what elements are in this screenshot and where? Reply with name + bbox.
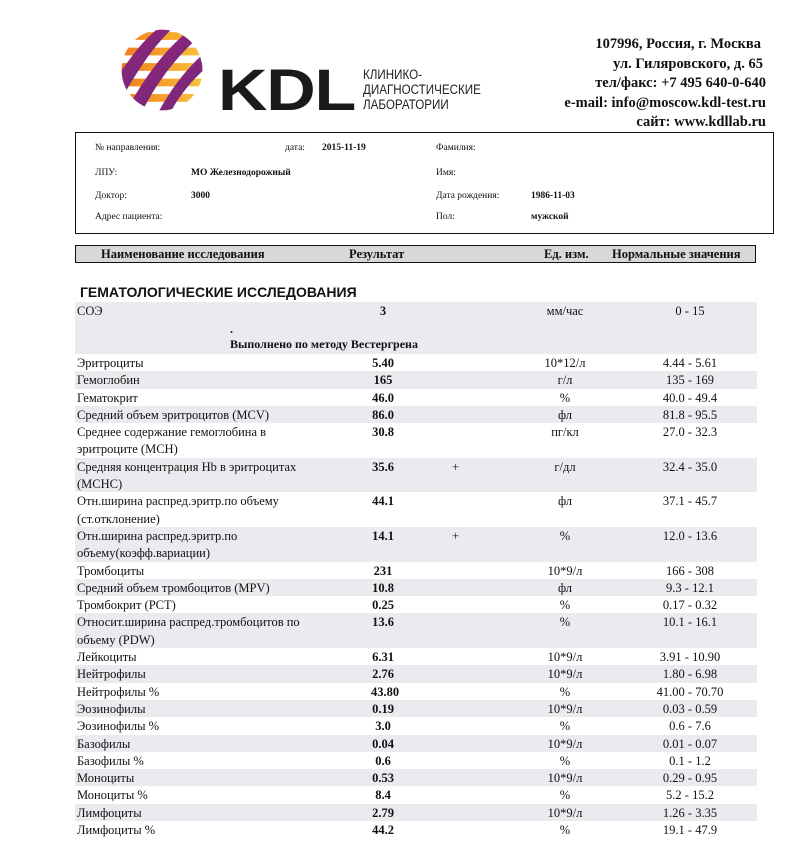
row-name: Эозинофилы % — [77, 719, 160, 734]
table-row — [75, 562, 757, 579]
row-ref: 10.1 - 16.1 — [662, 615, 718, 630]
row-name: Нейтрофилы — [77, 667, 146, 682]
table-row — [75, 786, 757, 803]
logo-subtitle-line: ЛАБОРАТОРИИ — [363, 97, 449, 112]
header-result: Результат — [349, 247, 405, 261]
row-name: Гематокрит — [77, 390, 138, 405]
table-row — [75, 648, 757, 665]
row-ref: 5.2 - 15.2 — [666, 788, 714, 803]
row-value: 2.76 — [372, 667, 394, 682]
table-row-soe — [75, 302, 757, 354]
row-unit: % — [559, 753, 571, 768]
row-ref: 81.8 - 95.5 — [662, 407, 718, 422]
row-unit: % — [559, 615, 571, 630]
row-unit: % — [559, 390, 571, 405]
address-label: Адрес пациента: — [95, 212, 163, 222]
row-name: Базофилы — [77, 736, 131, 751]
row-ref: 135 - 169 — [666, 373, 714, 388]
row-ref: 3.91 - 10.90 — [659, 650, 721, 665]
table-row — [75, 700, 757, 717]
logo-sphere-icon — [118, 27, 206, 113]
row-unit: % — [559, 684, 571, 699]
doctor-label: Доктор: — [95, 191, 127, 201]
birthdate-value: 1986-11-03 — [531, 191, 575, 201]
row-unit: г/дл — [554, 459, 576, 474]
logo-subtitle — [363, 67, 481, 112]
row-name: СОЭ — [77, 304, 103, 318]
row-unit: % — [559, 788, 571, 803]
row-name: Тромбоциты — [77, 563, 145, 578]
row-unit: 10*9/л — [547, 650, 583, 665]
row-unit: 10*9/л — [547, 563, 583, 578]
row-value: 43.80 — [371, 684, 400, 699]
logo-subtitle-line: КЛИНИКО- — [363, 67, 422, 82]
row-ref: 0.01 - 0.07 — [662, 736, 718, 751]
table-row — [75, 613, 757, 648]
results-table-header — [75, 245, 756, 263]
row-value: 2.79 — [372, 805, 394, 820]
row-value: 46.0 — [372, 390, 394, 405]
table-row — [75, 821, 757, 838]
row-value: 30.8 — [372, 425, 394, 440]
row-name: Средний объем тромбоцитов (MPV) — [77, 580, 270, 595]
row-flag: + — [452, 528, 460, 543]
row-unit: фл — [557, 407, 573, 422]
header-unit: Ед. изм. — [544, 247, 589, 261]
row-name: Эритроциты — [77, 356, 144, 370]
row-unit: 10*9/л — [547, 701, 583, 716]
row-value: 0.53 — [372, 771, 394, 786]
row-name: Моноциты — [77, 771, 135, 786]
section-title: ГЕМАТОЛОГИЧЕСКИЕ ИССЛЕДОВАНИЯ — [80, 284, 357, 300]
row-name: Лимфоциты — [77, 805, 142, 820]
row-unit: пг/кл — [551, 425, 579, 440]
table-row — [75, 804, 757, 821]
row-ref: 4.44 - 5.61 — [662, 356, 718, 370]
table-row — [75, 579, 757, 596]
row-ref: 32.4 - 35.0 — [662, 459, 718, 474]
row-unit: 10*9/л — [547, 771, 583, 786]
row-unit: фл — [557, 494, 573, 509]
row-ref: 40.0 - 49.4 — [662, 390, 718, 405]
row-name: Отн.ширина распред.эритр.по объему (ст.отклонение) — [77, 494, 279, 526]
table-row — [75, 683, 757, 700]
lpu-value: МО Железнодорожный — [191, 168, 291, 178]
table-row — [75, 527, 757, 562]
birthdate-label: Дата рождения: — [436, 191, 500, 201]
row-value: 3.0 — [375, 719, 391, 734]
table-row — [75, 492, 757, 527]
row-unit: 10*9/л — [547, 736, 583, 751]
row-unit: % — [559, 719, 571, 734]
row-unit: г/л — [557, 373, 573, 388]
logo-brand-text: KDL — [218, 58, 356, 123]
header-ref: Нормальные значения — [612, 247, 741, 261]
row-ref: 166 - 308 — [666, 563, 714, 578]
logo-subtitle-line: ДИАГНОСТИЧЕСКИЕ — [363, 82, 481, 97]
row-unit: % — [559, 528, 571, 543]
row-name: Лейкоциты — [77, 650, 137, 665]
row-name: Гемоглобин — [77, 373, 140, 388]
row-ref: 0.29 - 0.95 — [662, 771, 718, 786]
row-value: 231 — [373, 563, 393, 578]
soe-dot: . — [230, 322, 233, 336]
row-name: Нейтрофилы % — [77, 684, 160, 699]
row-name: Относит.ширина распред.тромбоцитов по объему (PDW) — [77, 615, 300, 647]
row-ref: 12.0 - 13.6 — [662, 528, 718, 543]
row-name: Лимфоциты % — [77, 823, 156, 838]
table-row — [75, 596, 757, 613]
patient-info-box — [75, 132, 774, 234]
row-unit: мм/час — [546, 304, 584, 318]
row-name: Базофилы % — [77, 753, 144, 768]
row-value: 3 — [379, 304, 387, 318]
row-name: Эозинофилы — [77, 701, 146, 716]
doctor-value: 3000 — [191, 191, 210, 201]
row-ref: 0 - 15 — [675, 304, 705, 318]
row-value: 0.19 — [372, 701, 394, 716]
contact-block — [564, 35, 766, 133]
row-value: 5.40 — [372, 356, 394, 370]
row-value: 86.0 — [372, 407, 394, 422]
sex-label: Пол: — [436, 212, 455, 222]
row-name: Тромбокрит (PCT) — [77, 598, 176, 613]
row-value: 8.4 — [375, 788, 391, 803]
row-name: Отн.ширина распред.эритр.по объему(коэфф.вариации) — [77, 528, 238, 561]
table-row — [75, 389, 757, 406]
row-value: 0.04 — [372, 736, 394, 751]
row-ref: 41.00 - 70.70 — [656, 684, 724, 699]
row-value: 35.6 — [372, 459, 394, 474]
row-value: 165 — [373, 373, 393, 388]
lpu-label: ЛПУ: — [95, 168, 118, 178]
table-row — [75, 406, 757, 423]
contact-email: e-mail: info@moscow.kdl-test.ru — [564, 94, 766, 111]
row-ref: 19.1 - 47.9 — [662, 823, 718, 838]
table-row — [75, 458, 757, 493]
date-value: 2015-11-19 — [322, 143, 366, 153]
row-value: 44.1 — [372, 494, 394, 509]
date-label: дата: — [285, 143, 305, 153]
sex-value: мужской — [531, 212, 569, 222]
table-row — [75, 717, 757, 734]
table-row — [75, 735, 757, 752]
row-unit: фл — [557, 580, 573, 595]
referral-label: № направления: — [95, 143, 161, 153]
soe-method-note: Выполнено по методу Вестергрена — [230, 337, 418, 351]
contact-address-line1: 107996, Россия, г. Москва — [595, 36, 761, 52]
table-row — [75, 665, 757, 682]
surname-label: Фамилия: — [436, 143, 476, 153]
row-unit: 10*12/л — [544, 356, 586, 370]
row-value: 0.6 — [375, 753, 391, 768]
table-row — [75, 423, 757, 458]
row-container — [75, 354, 757, 838]
row-unit: 10*9/л — [547, 667, 583, 682]
row-ref: 0.6 - 7.6 — [669, 719, 711, 734]
results-table — [75, 302, 757, 838]
row-ref: 9.3 - 12.1 — [666, 580, 714, 595]
contact-address-line2: ул. Гиляровского, д. 65 — [613, 55, 763, 72]
row-unit: % — [559, 823, 571, 838]
row-unit: % — [559, 598, 571, 613]
table-row — [75, 752, 757, 769]
row-ref: 0.17 - 0.32 — [662, 598, 718, 613]
row-ref: 0.1 - 1.2 — [669, 753, 711, 768]
table-row — [75, 769, 757, 786]
name-label: Имя: — [436, 168, 456, 178]
table-row — [75, 371, 757, 388]
row-value: 14.1 — [372, 528, 394, 543]
contact-phone: тел/факс: +7 495 640-0-640 — [595, 75, 766, 91]
row-ref: 27.0 - 32.3 — [662, 425, 718, 440]
row-name: Средний объем эритроцитов (MCV) — [77, 407, 270, 422]
row-flag: + — [452, 459, 460, 474]
row-ref: 0.03 - 0.59 — [662, 701, 718, 716]
row-value: 6.31 — [372, 650, 394, 665]
row-name: Средняя концентрация Hb в эритроцитах (MCHC) — [77, 459, 297, 492]
row-ref: 37.1 - 45.7 — [662, 494, 718, 509]
row-value: 0.25 — [372, 598, 394, 613]
header-name: Наименование исследования — [101, 247, 265, 261]
row-name: Среднее содержание гемоглобина в эритроците (MCH) — [77, 425, 267, 457]
row-unit: 10*9/л — [547, 805, 583, 820]
row-value: 13.6 — [372, 615, 394, 630]
row-value: 44.2 — [372, 823, 394, 838]
row-ref: 1.80 - 6.98 — [662, 667, 718, 682]
contact-site: сайт: www.kdllab.ru — [636, 114, 766, 130]
table-row — [75, 354, 757, 371]
row-name: Моноциты % — [77, 788, 148, 803]
row-ref: 1.26 - 3.35 — [662, 805, 718, 820]
row-value: 10.8 — [372, 580, 394, 595]
